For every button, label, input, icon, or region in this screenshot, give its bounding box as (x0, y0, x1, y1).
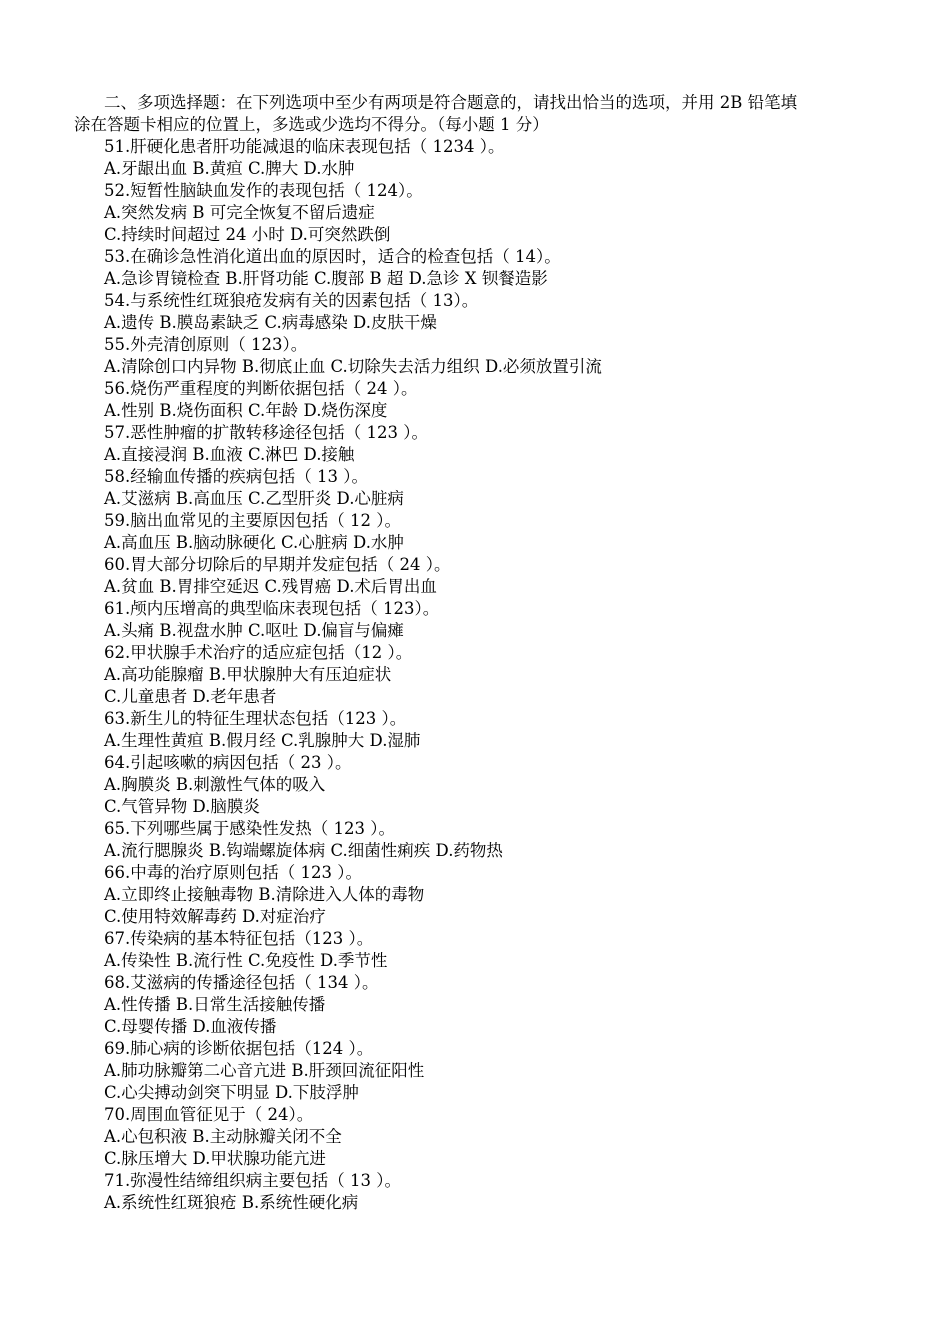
answer-options: A.生理性黄疸 B.假月经 C.乳腺肿大 D.湿肺 (104, 731, 421, 750)
answer-options: A.遗传 B.膜岛素缺乏 C.病毒感染 D.皮肤干燥 (104, 313, 437, 332)
question-stem: 63.新生儿的特征生理状态包括（123 ）。 (104, 709, 407, 728)
question-stem: 67.传染病的基本特征包括（123 ）。 (104, 929, 374, 948)
question-stem: 62.甲状腺手术治疗的适应症包括（12 ）。 (104, 643, 413, 662)
instructions-line-2: 涂在答题卡相应的位置上，多选或少选均不得分。（每小题 1 分） (74, 115, 549, 134)
answer-options: C.心尖搏动剑突下明显 D.下肢浮肿 (104, 1083, 359, 1102)
answer-options: A.头痛 B.视盘水肿 C.呕吐 D.偏盲与偏瘫 (104, 621, 404, 640)
question-list (104, 136, 904, 1214)
answer-options: A.胸膜炎 B.刺激性气体的吸入 (104, 775, 326, 794)
question-stem: 58.经输血传播的疾病包括（ 13 ）。 (104, 467, 368, 486)
answer-options: C.儿童患者 D.老年患者 (104, 687, 277, 706)
question-stem: 68.艾滋病的传播途径包括（ 134 ）。 (104, 973, 379, 992)
answer-options: A.流行腮腺炎 B.钩端螺旋体病 C.细菌性痢疾 D.药物热 (104, 841, 503, 860)
question-stem: 51.肝硬化患者肝功能减退的临床表现包括（ 1234 ）。 (104, 137, 505, 156)
answer-options: A.传染性 B.流行性 C.免疫性 D.季节性 (104, 951, 388, 970)
answer-options: A.性传播 B.日常生活接触传播 (104, 995, 326, 1014)
question-stem: 61.颅内压增高的典型临床表现包括（ 123）。 (104, 599, 440, 618)
question-stem: 52.短暂性脑缺血发作的表现包括（ 124）。 (104, 181, 423, 200)
answer-options: A.艾滋病 B.高血压 C.乙型肝炎 D.心脏病 (104, 489, 404, 508)
question-stem: 66.中毒的治疗原则包括（ 123 ）。 (104, 863, 362, 882)
answer-options: A.牙龈出血 B.黄疸 C.脾大 D.水肿 (104, 159, 355, 178)
answer-options: A.立即终止接触毒物 B.清除进入人体的毒物 (104, 885, 425, 904)
question-stem: 55.外壳清创原则（ 123）。 (104, 335, 308, 354)
answer-options: A.高功能腺瘤 B.甲状腺肿大有压迫症状 (104, 665, 392, 684)
answer-options: A.肺功脉瓣第二心音亢进 B.肝颈回流征阳性 (104, 1061, 425, 1080)
question-stem: 56.烧伤严重程度的判断依据包括（ 24 ）。 (104, 379, 418, 398)
answer-options: C.使用特效解毒药 D.对症治疗 (104, 907, 326, 926)
answer-options: A.系统性红斑狼疮 B.系统性硬化病 (104, 1193, 359, 1212)
answer-options: C.脉压增大 D.甲状腺功能亢进 (104, 1149, 326, 1168)
question-stem: 70.周围血管征见于（ 24）。 (104, 1105, 314, 1124)
question-stem: 53.在确诊急性消化道出血的原因时，适合的检查包括（ 14）。 (104, 247, 561, 266)
answer-options: A.清除创口内异物 B.彻底止血 C.切除失去活力组织 D.必须放置引流 (104, 357, 602, 376)
answer-options: A.心包积液 B.主动脉瓣关闭不全 (104, 1127, 342, 1146)
answer-options: A.性别 B.烧伤面积 C.年龄 D.烧伤深度 (104, 401, 388, 420)
answer-options: A.贫血 B.胃排空延迟 C.残胃癌 D.术后胃出血 (104, 577, 437, 596)
answer-options: C.持续时间超过 24 小时 D.可突然跌倒 (104, 225, 391, 244)
question-stem: 60.胃大部分切除后的早期并发症包括（ 24 ）。 (104, 555, 451, 574)
answer-options: A.高血压 B.脑动脉硬化 C.心脏病 D.水肿 (104, 533, 404, 552)
question-stem: 71.弥漫性结缔组织病主要包括（ 13 ）。 (104, 1171, 401, 1190)
question-stem: 54.与系统性红斑狼疮发病有关的因素包括（ 13）。 (104, 291, 479, 310)
question-stem: 64.引起咳嗽的病因包括（ 23 ）。 (104, 753, 352, 772)
question-stem: 59.脑出血常见的主要原因包括（ 12 ）。 (104, 511, 401, 530)
question-stem: 65.下列哪些属于感染性发热（ 123 ）。 (104, 819, 395, 838)
answer-options: C.气管异物 D.脑膜炎 (104, 797, 260, 816)
section-instructions (74, 92, 894, 136)
answer-options: C.母婴传播 D.血液传播 (104, 1017, 277, 1036)
answer-options: A.直接浸润 B.血液 C.淋巴 D.接触 (104, 445, 355, 464)
instructions-line-1: 二、多项选择题：在下列选项中至少有两项是符合题意的，请找出恰当的选项，并用 2B 铅笔填 (104, 93, 798, 112)
question-stem: 57.恶性肿瘤的扩散转移途径包括（ 123 ）。 (104, 423, 428, 442)
answer-options: A.急诊胃镜检查 B.肝肾功能 C.腹部 B 超 D.急诊 X 钡餐造影 (104, 269, 548, 288)
question-stem: 69.肺心病的诊断依据包括（124 ）。 (104, 1039, 374, 1058)
answer-options: A.突然发病 B 可完全恢复不留后遗症 (104, 203, 375, 222)
